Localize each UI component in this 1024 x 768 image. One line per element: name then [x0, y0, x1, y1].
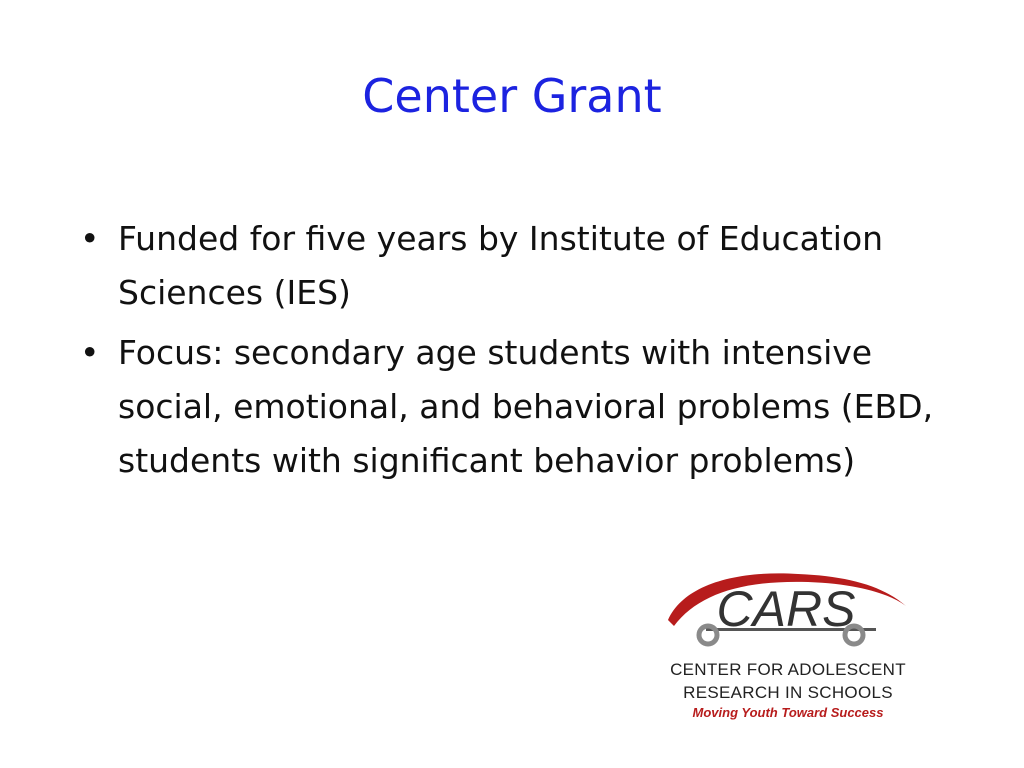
cars-logo	[638, 568, 938, 728]
bullet-text: Focus: secondary age students with intensive social, emotional, and behavioral problems (EBD, students with significant behavior problems)	[118, 333, 934, 480]
slide-title: Center Grant	[362, 69, 662, 123]
bullet-text: Funded for five years by Institute of Education Sciences (IES)	[118, 219, 884, 312]
bullet-item	[80, 326, 960, 488]
bullet-item	[80, 212, 960, 320]
bullet-dot-icon: •	[80, 333, 100, 372]
bullet-list	[80, 212, 960, 494]
logo-line-1: CENTER FOR ADOLESCENT	[670, 660, 906, 679]
logo-tagline: Moving Youth Toward Success	[692, 705, 884, 720]
bullet-dot-icon: •	[80, 219, 100, 258]
car-logo-icon	[638, 568, 938, 658]
logo-line-2: RESEARCH IN SCHOOLS	[683, 683, 893, 702]
logo-acronym: CARS	[716, 581, 856, 637]
